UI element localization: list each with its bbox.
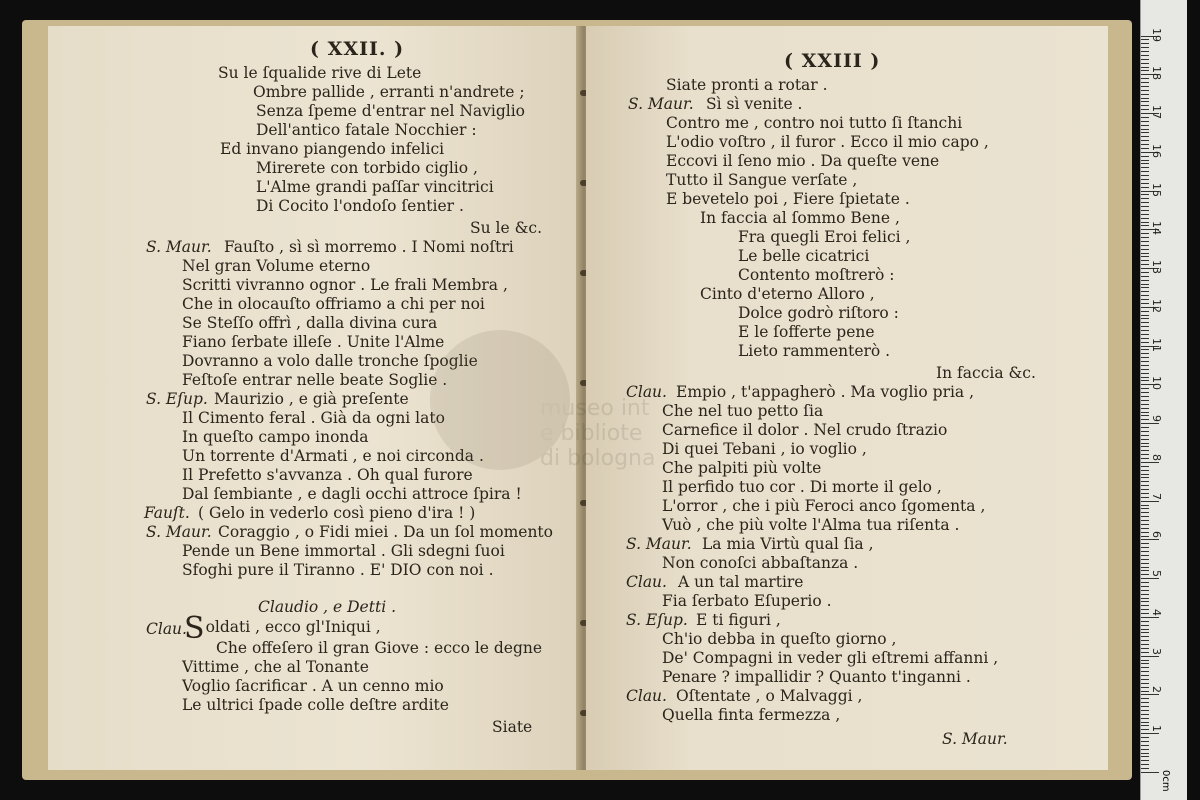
text-line: L'orror , che i più Feroci anco ſgomenta , <box>662 497 986 515</box>
ruler-tick <box>1141 462 1159 463</box>
ruler-tick <box>1141 427 1149 428</box>
ruler-tick <box>1141 163 1149 164</box>
text-line: oldati , ecco gl'Iniqui , <box>205 618 381 636</box>
ruler-tick <box>1141 206 1149 207</box>
ruler-tick <box>1141 737 1149 738</box>
text-line: Lieto rammenterò . <box>738 342 891 360</box>
ruler-tick <box>1141 90 1149 91</box>
text-line: Vuò , che più volte l'Alma tua riſenta . <box>662 516 960 534</box>
ruler-tick <box>1141 753 1149 754</box>
text-line: Feſtoſe entrar nelle beate Soglie . <box>182 371 448 389</box>
ruler-tick <box>1141 214 1149 215</box>
ruler-tick <box>1141 621 1149 622</box>
watermark-line: museo int <box>540 396 650 421</box>
page-number: ( XXIII ) <box>784 50 881 72</box>
ruler-number: 13 <box>1150 260 1163 275</box>
ruler-tick <box>1141 295 1149 296</box>
ruler-tick <box>1141 388 1149 389</box>
ruler-tick <box>1141 284 1149 285</box>
text-line: Carnefice il dolor . Nel crudo ſtrazio <box>662 421 948 439</box>
ruler-tick <box>1141 225 1149 226</box>
text-line: Le belle cicatrici <box>738 247 870 265</box>
ruler-tick <box>1141 729 1149 730</box>
ruler-tick <box>1141 702 1149 703</box>
speaker-label: Clau. <box>626 573 667 591</box>
ruler-tick <box>1141 287 1149 288</box>
text-line: Dal ſembiante , e dagli occhi attroce ſpira ! <box>182 485 522 503</box>
dropcap: S <box>184 611 205 646</box>
ruler-tick <box>1141 179 1149 180</box>
text-line: Empio , t'appagherò . Ma voglio pria , <box>676 383 975 401</box>
ruler-tick <box>1141 547 1149 548</box>
text-line: In faccia &c. <box>936 364 1036 382</box>
ruler-tick <box>1141 272 1149 273</box>
ruler-tick <box>1141 764 1149 765</box>
ruler-tick <box>1141 667 1149 668</box>
ruler-tick <box>1141 493 1149 494</box>
text-line: Ombre pallide , erranti n'andrete ; <box>253 83 525 101</box>
text-line: E bevetelo poi , Fiere ſpietate . <box>666 190 910 208</box>
ruler-tick <box>1141 718 1149 719</box>
ruler-number: 12 <box>1150 298 1163 313</box>
ruler-number: 1 <box>1150 725 1163 733</box>
ruler-tick <box>1141 636 1149 637</box>
text-line: Senza ſpeme d'entrar nel Naviglio <box>256 102 526 120</box>
ruler-tick <box>1141 98 1149 99</box>
ruler-tick <box>1141 450 1149 451</box>
ruler-tick <box>1141 532 1149 533</box>
ruler-tick <box>1141 570 1149 571</box>
text-line: Scritti vivranno ognor . Le frali Membra , <box>182 276 508 294</box>
ruler-tick <box>1141 749 1149 750</box>
text-line: Dell'antico fatale Nocchier : <box>256 121 477 139</box>
ruler-tick <box>1141 745 1149 746</box>
text-line: ( Gelo in vederlo così pieno d'ira ! ) <box>198 504 476 522</box>
ruler-tick <box>1141 609 1149 610</box>
speaker-label: Clau. <box>626 687 667 705</box>
ruler-tick <box>1141 481 1149 482</box>
ruler-tick <box>1141 167 1149 168</box>
ruler-tick <box>1141 264 1149 265</box>
ruler-tick <box>1141 194 1149 195</box>
speaker-label: S. Maur. <box>146 238 212 256</box>
ruler-tick <box>1141 256 1149 257</box>
ruler-tick <box>1141 733 1159 734</box>
speaker-label: S. Maur. <box>626 535 692 553</box>
ruler-tick <box>1141 408 1149 409</box>
ruler-tick <box>1141 241 1149 242</box>
ruler-tick <box>1141 233 1149 234</box>
ruler-tick <box>1141 675 1149 676</box>
ruler-tick <box>1141 567 1149 568</box>
ruler-tick <box>1141 299 1149 300</box>
ruler-tick <box>1141 129 1149 130</box>
text-line: Voglio ſacrificar . A un cenno mio <box>182 677 444 695</box>
watermark-line: di bologna <box>540 446 656 471</box>
ruler-number: 2 <box>1150 686 1163 694</box>
ruler-tick <box>1141 101 1149 102</box>
ruler-tick <box>1141 741 1149 742</box>
text-line: Mirerete con torbido ciglio , <box>256 159 478 177</box>
ruler-tick <box>1141 524 1149 525</box>
text-line: E ti figuri , <box>696 611 781 629</box>
ruler-tick <box>1141 280 1149 281</box>
ruler-tick <box>1141 140 1149 141</box>
catchword: S. Maur. <box>942 730 1008 748</box>
ruler-tick <box>1141 245 1149 246</box>
museum-watermark <box>420 280 700 520</box>
text-line: Siate pronti a rotar . <box>666 76 828 94</box>
ruler-tick <box>1141 710 1149 711</box>
ruler-tick <box>1141 291 1149 292</box>
text-line: Pende un Bene immortal . Gli sdegni ſuoi <box>182 542 505 560</box>
ruler-tick <box>1141 136 1149 137</box>
ruler-tick <box>1141 183 1149 184</box>
ruler-tick <box>1141 598 1149 599</box>
text-line: Che in olocauſto offriamo a chi per noi <box>182 295 485 313</box>
ruler-tick <box>1141 470 1149 471</box>
ruler-tick <box>1141 365 1149 366</box>
text-line: Quella finta fermezza , <box>662 706 841 724</box>
ruler-tick <box>1141 171 1149 172</box>
text-line: Che offeſero il gran Giove : ecco le degne <box>216 639 543 657</box>
ruler-tick <box>1141 683 1149 684</box>
ruler-tick <box>1141 198 1149 199</box>
speaker-label: S. Maur. <box>628 95 694 113</box>
ruler-tick <box>1141 202 1149 203</box>
ruler-tick <box>1141 82 1149 83</box>
ruler-tick <box>1141 338 1149 339</box>
ruler-tick <box>1141 694 1159 695</box>
ruler-number: 7 <box>1150 492 1163 500</box>
text-line: Nel gran Volume eterno <box>182 257 371 275</box>
ruler-tick <box>1141 601 1149 602</box>
text-line: A un tal martire <box>678 573 804 591</box>
ruler-tick <box>1141 369 1149 370</box>
ruler-tick <box>1141 671 1149 672</box>
ruler-tick <box>1141 714 1149 715</box>
text-line: Che nel tuo petto ſia <box>662 402 824 420</box>
ruler-tick <box>1141 156 1149 157</box>
text-line: Sì sì venite . <box>706 95 803 113</box>
ruler-tick <box>1141 125 1149 126</box>
ruler-tick <box>1141 590 1149 591</box>
ruler-tick <box>1141 698 1149 699</box>
ruler-tick <box>1141 349 1149 350</box>
ruler-tick <box>1141 412 1149 413</box>
ruler-number: 5 <box>1150 570 1163 578</box>
text-line: E le ſofferte pene <box>738 323 875 341</box>
page-number: ( XXII. ) <box>310 38 405 60</box>
ruler-tick <box>1141 39 1149 40</box>
ruler-tick <box>1141 237 1149 238</box>
ruler-tick <box>1141 47 1149 48</box>
dropcap-line <box>184 611 381 646</box>
ruler-tick <box>1141 691 1149 692</box>
text-line: Il Prefetto s'avvanza . Oh qual furore <box>182 466 473 484</box>
ruler-number: 6 <box>1150 531 1163 539</box>
ruler-number: 3 <box>1150 647 1163 655</box>
ruler-tick <box>1141 760 1149 761</box>
ruler-tick <box>1141 652 1149 653</box>
ruler-tick <box>1141 404 1149 405</box>
ruler-tick <box>1141 121 1149 122</box>
text-line: Il Cimento feral . Già da ogni lato <box>182 409 445 427</box>
ruler-tick <box>1141 501 1159 502</box>
ruler-tick <box>1141 51 1149 52</box>
text-line: De' Compagni in veder gli eſtremi affanni , <box>662 649 999 667</box>
ruler-tick <box>1141 443 1149 444</box>
ruler-tick <box>1141 543 1149 544</box>
ruler-tick <box>1141 613 1149 614</box>
ruler-tick <box>1141 353 1149 354</box>
ruler-tick <box>1141 516 1149 517</box>
text-line: Ed invano piangendo infelici <box>220 140 445 158</box>
ruler-tick <box>1141 132 1149 133</box>
ruler-tick <box>1141 400 1149 401</box>
ruler-tick <box>1141 326 1149 327</box>
ruler-tick <box>1141 59 1149 60</box>
ruler-tick <box>1141 594 1149 595</box>
ruler-tick <box>1141 687 1149 688</box>
text-line: Non conoſci abbaſtanza . <box>662 554 859 572</box>
ruler-tick <box>1141 396 1149 397</box>
ruler-tick <box>1141 466 1149 467</box>
ruler-tick <box>1141 722 1149 723</box>
ruler-number: 18 <box>1150 66 1163 81</box>
ruler-tick <box>1141 419 1149 420</box>
ruler-tick <box>1141 210 1149 211</box>
text-line: Coraggio , o Fidi miei . Da un ſol momento <box>218 523 553 541</box>
ruler-tick <box>1141 311 1149 312</box>
text-line: Fiano ſerbate illeſe . Unite l'Alme <box>182 333 445 351</box>
ruler-tick <box>1141 117 1149 118</box>
ruler-tick <box>1141 756 1149 757</box>
ruler-tick <box>1141 361 1149 362</box>
ruler-tick <box>1141 454 1149 455</box>
ruler-number: 10 <box>1150 376 1163 391</box>
speaker-label: Clau. <box>146 620 187 638</box>
ruler-tick <box>1141 617 1159 618</box>
ruler-tick <box>1141 435 1149 436</box>
ruler-tick <box>1141 431 1149 432</box>
ruler-tick <box>1141 629 1149 630</box>
ruler-number: 4 <box>1150 608 1163 616</box>
text-line: Di quei Tebani , io voglio , <box>662 440 867 458</box>
ruler-tick <box>1141 528 1149 529</box>
ruler-tick <box>1141 67 1149 68</box>
text-line: Fra quegli Eroi felici , <box>738 228 911 246</box>
ruler-tick <box>1141 109 1149 110</box>
watermark-line: e bibliote <box>540 421 643 446</box>
text-line: Oſtentate , o Malvaggi , <box>676 687 863 705</box>
ruler-tick <box>1141 276 1149 277</box>
text-line: Un torrente d'Armati , e noi circonda . <box>182 447 484 465</box>
ruler-tick <box>1141 458 1149 459</box>
ruler-tick <box>1141 43 1149 44</box>
ruler-tick <box>1141 563 1149 564</box>
text-line: Sfoghi pure il Tiranno . E' DIO con noi . <box>182 561 494 579</box>
ruler-tick <box>1141 218 1149 219</box>
ruler-tick <box>1141 512 1149 513</box>
ruler-tick <box>1141 485 1149 486</box>
ruler-tick <box>1141 644 1149 645</box>
ruler-tick <box>1141 380 1149 381</box>
speaker-label: Fauſt. <box>144 504 190 522</box>
text-line: Dolce godrò riſtoro : <box>738 304 899 322</box>
text-line: La mia Virtù qual ſia , <box>702 535 874 553</box>
ruler-number: 16 <box>1150 143 1163 158</box>
ruler-tick <box>1141 392 1149 393</box>
ruler-tick <box>1141 536 1149 537</box>
catchword: Siate <box>492 718 533 736</box>
ruler-tick <box>1141 559 1149 560</box>
ruler-tick <box>1141 330 1149 331</box>
text-line: L'Alme grandi paſſar vincitrici <box>256 178 494 196</box>
ruler-tick <box>1141 660 1149 661</box>
ruler-tick <box>1141 489 1149 490</box>
ruler-tick <box>1141 586 1149 587</box>
ruler-tick <box>1141 105 1149 106</box>
ruler-tick <box>1141 315 1149 316</box>
ruler-tick <box>1141 551 1149 552</box>
ruler-number: 8 <box>1150 453 1163 461</box>
ruler-tick <box>1141 706 1149 707</box>
ruler-tick <box>1141 260 1149 261</box>
speaker-label: S. Maur. <box>146 523 212 541</box>
speaker-label: Clau. <box>626 383 667 401</box>
text-line: Di Cocito l'ondoſo ſentier . <box>256 197 464 215</box>
text-line: Contento moſtrerò : <box>738 266 895 284</box>
ruler-tick <box>1141 322 1149 323</box>
text-line: Dovranno a volo dalle tronche ſpoglie <box>182 352 478 370</box>
ruler-tick <box>1141 679 1149 680</box>
text-line: Il perfido tuo cor . Di morte il gelo , <box>662 478 942 496</box>
scene-heading: Claudio , e Detti . <box>258 598 397 616</box>
ruler-tick <box>1141 70 1149 71</box>
text-line: Tutto il Sangue verſate , <box>666 171 858 189</box>
ruler-tick <box>1141 725 1149 726</box>
ruler-tick <box>1141 144 1149 145</box>
ruler-number: 15 <box>1150 182 1163 197</box>
text-line: Contro me , contro noi tutto ſi ſtanchi <box>666 114 963 132</box>
ruler-tick <box>1141 539 1159 540</box>
ruler-number: 17 <box>1150 105 1163 120</box>
ruler-tick <box>1141 477 1149 478</box>
ruler-tick <box>1141 160 1149 161</box>
text-line: Vittime , che al Tonante <box>182 658 369 676</box>
ruler-tick <box>1141 656 1159 657</box>
ruler-tick <box>1141 253 1149 254</box>
ruler-tick <box>1141 175 1149 176</box>
ruler-number: 14 <box>1150 221 1163 236</box>
speaker-label: S. Eſup. <box>626 611 688 629</box>
ruler-tick <box>1141 505 1149 506</box>
text-line: Eccovi il ſeno mio . Da queſte vene <box>666 152 940 170</box>
ruler-tick <box>1141 555 1149 556</box>
ruler-tick <box>1141 508 1149 509</box>
ruler-tick <box>1141 187 1149 188</box>
speaker-label: S. Eſup. <box>146 390 208 408</box>
text-line: Su le &c. <box>470 219 542 237</box>
ruler-tick <box>1141 377 1149 378</box>
ruler-tick <box>1141 148 1149 149</box>
ruler-tick <box>1141 63 1149 64</box>
text-line: Che palpiti più volte <box>662 459 822 477</box>
ruler-tick <box>1141 640 1149 641</box>
ruler-tick <box>1141 446 1149 447</box>
measuring-ruler <box>1140 0 1187 800</box>
ruler-tick <box>1141 423 1159 424</box>
ruler-tick <box>1141 497 1149 498</box>
ruler-unit: 0cm <box>1160 770 1171 792</box>
ruler-tick <box>1141 318 1149 319</box>
text-line: Ch'io debba in queſto giorno , <box>662 630 897 648</box>
ruler-tick <box>1141 772 1159 773</box>
ruler-tick <box>1141 415 1149 416</box>
ruler-tick <box>1141 334 1149 335</box>
ruler-tick <box>1141 574 1149 575</box>
ruler-tick <box>1141 373 1149 374</box>
ruler-tick <box>1141 86 1149 87</box>
ruler-tick <box>1141 249 1149 250</box>
text-line: In queſto campo inonda <box>182 428 369 446</box>
text-line: Penare ? impallidir ? Quanto t'inganni . <box>662 668 971 686</box>
ruler-tick <box>1141 520 1149 521</box>
ruler-tick <box>1141 582 1149 583</box>
ruler-tick <box>1141 55 1149 56</box>
ruler-tick <box>1141 663 1149 664</box>
ruler-tick <box>1141 342 1149 343</box>
text-line: In faccia al ſommo Bene , <box>700 209 900 227</box>
ruler-tick <box>1141 222 1149 223</box>
ruler-tick <box>1141 578 1159 579</box>
text-line: Fauſto , sì sì morremo . I Nomi noſtri <box>224 238 514 256</box>
text-line: Su le ſqualide rive di Lete <box>218 64 422 82</box>
ruler-tick <box>1141 474 1149 475</box>
ruler-tick <box>1141 632 1149 633</box>
text-line: L'odio voſtro , il furor . Ecco il mio capo , <box>666 133 989 151</box>
ruler-tick <box>1141 357 1149 358</box>
ruler-tick <box>1141 439 1149 440</box>
ruler-tick <box>1141 303 1149 304</box>
text-line: Cinto d'eterno Alloro , <box>700 285 875 303</box>
text-line: Maurizio , e già preſente <box>214 390 409 408</box>
ruler-number: 9 <box>1150 415 1163 423</box>
ruler-tick <box>1141 625 1149 626</box>
ruler-number: 19 <box>1150 27 1163 42</box>
text-line: Le ultrici ſpade colle deſtre ardite <box>182 696 449 714</box>
text-line: Fia ſerbato Eſuperio . <box>662 592 832 610</box>
ruler-number: 11 <box>1150 337 1163 352</box>
ruler-tick <box>1141 78 1149 79</box>
ruler-tick <box>1141 768 1149 769</box>
ruler-tick <box>1141 605 1149 606</box>
ruler-tick <box>1141 648 1149 649</box>
text-line: Se Steſſo offrì , dalla divina cura <box>182 314 438 332</box>
ruler-tick <box>1141 94 1149 95</box>
